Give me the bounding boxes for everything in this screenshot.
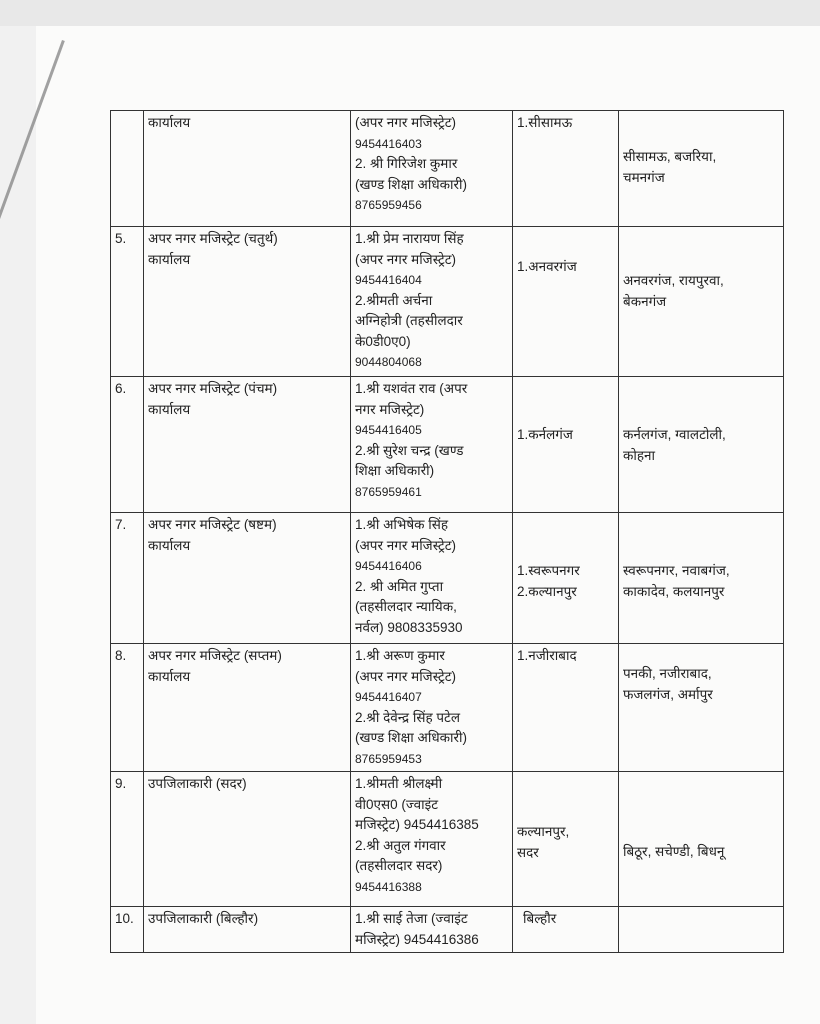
cell-line: अग्निहोत्री (तहसीलदार <box>355 313 463 328</box>
areas-cell <box>619 513 784 644</box>
office-cell <box>144 513 351 644</box>
cell-line: 2. श्री गिरिजेश कुमार <box>355 156 458 171</box>
serial-number-cell <box>111 377 144 513</box>
office-cell <box>144 227 351 377</box>
cell-line: अपर नगर मजिस्ट्रेट (चतुर्थ) <box>148 231 278 246</box>
police-station-cell <box>513 907 619 953</box>
table-row <box>111 644 784 772</box>
table-row <box>111 772 784 907</box>
cell-line: (अपर नगर मजिस्ट्रेट) <box>355 668 457 684</box>
cell-line: बेकनगंज <box>623 293 667 309</box>
cell-line: बिल्हौर <box>523 911 557 926</box>
cell-line: कार्यालय <box>148 668 191 684</box>
cell-line: 1.सीसामऊ <box>517 115 573 130</box>
police-station-cell <box>513 772 619 907</box>
officers-cell <box>351 644 513 772</box>
areas-cell <box>619 377 784 513</box>
cell-line: पनकी, नजीराबाद, <box>623 666 712 681</box>
serial-number-cell <box>111 644 144 772</box>
police-station-cell <box>513 513 619 644</box>
cell-line: कार्यालय <box>148 251 191 267</box>
serial-number: 5. <box>115 231 127 246</box>
office-cell <box>144 772 351 907</box>
cell-line: 2.श्री देवेन्द्र सिंह पटेल <box>355 709 460 725</box>
table-row <box>111 513 784 644</box>
cell-line: 1.स्वरूपनगर <box>517 563 580 578</box>
serial-number: 6. <box>115 381 127 396</box>
cell-line: 2.श्री सुरेश चन्द्र (खण्ड <box>355 442 464 458</box>
top-bar <box>0 0 820 26</box>
serial-number: 7. <box>115 517 127 532</box>
cell-line: 1.श्रीमती श्रीलक्ष्मी <box>355 776 443 791</box>
cell-line: फजलगंज, अर्मापुर <box>623 686 713 702</box>
table-row <box>111 907 784 953</box>
cell-line: सीसामऊ, बजरिया, <box>623 149 717 164</box>
serial-number-cell <box>111 227 144 377</box>
serial-number-cell <box>111 772 144 907</box>
cell-line: 8765959456 <box>355 198 422 212</box>
officers-cell <box>351 513 513 644</box>
cell-line: 2.श्री अतुल गंगवार <box>355 837 446 853</box>
serial-number: 10. <box>115 911 134 926</box>
areas-cell <box>619 227 784 377</box>
cell-line: 2.श्रीमती अर्चना <box>355 292 433 308</box>
cell-line: 2.कल्यानपुर <box>517 583 577 599</box>
cell-line: 9454416403 <box>355 136 422 151</box>
cell-line: 1.श्री प्रेम नारायण सिंह <box>355 231 464 246</box>
serial-number-cell <box>111 907 144 953</box>
officers-table <box>110 110 784 953</box>
table-row <box>111 227 784 377</box>
cell-line: 9454416405 <box>355 423 422 437</box>
cell-line: अपर नगर मजिस्ट्रेट (पंचम) <box>148 381 278 396</box>
officers-cell <box>351 111 513 227</box>
police-station-cell <box>513 111 619 227</box>
cell-line: कार्यालय <box>148 537 191 553</box>
cell-line: (खण्ड शिक्षा अधिकारी) <box>355 730 468 745</box>
areas-cell <box>619 644 784 772</box>
office-cell <box>144 907 351 953</box>
cell-line: (अपर नगर मजिस्ट्रेट) <box>355 537 457 553</box>
cell-line: कार्यालय <box>148 401 191 417</box>
cell-line: (अपर नगर मजिस्ट्रेट) <box>355 251 457 267</box>
cell-line: मजिस्ट्रेट) 9454416386 <box>355 931 479 947</box>
cell-line: 1.श्री अभिषेक सिंह <box>355 517 449 532</box>
cell-line: 9454416388 <box>355 879 422 894</box>
cell-line: (अपर नगर मजिस्ट्रेट) <box>355 115 457 130</box>
table-row <box>111 111 784 227</box>
cell-line: मजिस्ट्रेट) 9454416385 <box>355 817 479 832</box>
cell-line: 1.कर्नलगंज <box>517 427 573 442</box>
cell-line: के0डी0ए0) <box>355 333 411 349</box>
cell-line: कल्यानपुर, <box>517 824 570 839</box>
cell-line: कोहना <box>623 447 656 463</box>
officers-cell <box>351 907 513 953</box>
cell-line: (तहसीलदार न्यायिक, <box>355 599 457 614</box>
table-row <box>111 377 784 513</box>
cell-line: (खण्ड शिक्षा अधिकारी) <box>355 176 468 192</box>
officers-cell <box>351 772 513 907</box>
cell-line: बिठूर, सचेण्डी, बिधनू <box>623 844 725 859</box>
cell-line: उपजिलाकारी (सदर) <box>148 776 247 791</box>
cell-line: 9454416404 <box>355 273 422 287</box>
cell-line: 2. श्री अमित गुप्ता <box>355 578 444 594</box>
cell-line: नर्वल) 9808335930 <box>355 619 463 635</box>
areas-cell <box>619 907 784 953</box>
cell-line: अपर नगर मजिस्ट्रेट (षष्टम) <box>148 517 277 532</box>
table-body <box>111 111 784 953</box>
cell-line: चमनगंज <box>623 169 665 185</box>
cell-line: 9044804068 <box>355 355 422 369</box>
serial-number-cell <box>111 111 144 227</box>
cell-line: नगर मजिस्ट्रेट) <box>355 401 425 417</box>
cell-line: 1.श्री यशवंत राव (अपर <box>355 381 468 396</box>
officers-cell <box>351 377 513 513</box>
serial-number-cell <box>111 513 144 644</box>
cell-line: 1.अनवरगंज <box>517 259 577 274</box>
police-station-cell <box>513 227 619 377</box>
cell-line: सदर <box>517 844 539 860</box>
cell-line: 1.श्री साई तेजा (ज्वाइंट <box>355 911 468 926</box>
police-station-cell <box>513 644 619 772</box>
cell-line: 1.नजीराबाद <box>517 648 577 663</box>
cell-line: स्वरूपनगर, नवाबगंज, <box>623 563 730 578</box>
police-station-cell <box>513 377 619 513</box>
areas-cell <box>619 772 784 907</box>
cell-line: अपर नगर मजिस्ट्रेट (सप्तम) <box>148 648 282 663</box>
office-cell <box>144 377 351 513</box>
serial-number: 9. <box>115 776 127 791</box>
officers-cell <box>351 227 513 377</box>
cell-line: 8765959453 <box>355 751 422 766</box>
cell-line: 8765959461 <box>355 484 422 499</box>
cell-line: 9454416407 <box>355 690 422 704</box>
office-cell <box>144 644 351 772</box>
office-cell <box>144 111 351 227</box>
cell-line: काकादेव, कलयानपुर <box>623 583 725 599</box>
cell-line: 9454416406 <box>355 559 422 573</box>
cell-line: कर्नलगंज, ग्वालटोली, <box>623 427 726 442</box>
cell-line: कार्यालय <box>148 115 191 130</box>
cell-line: (तहसीलदार सदर) <box>355 858 443 873</box>
cell-line: 1.श्री अरूण कुमार <box>355 648 445 663</box>
cell-line: उपजिलाकारी (बिल्हौर) <box>148 911 259 926</box>
cell-line: शिक्षा अधिकारी) <box>355 463 435 478</box>
cell-line: वी0एस0 (ज्वाइंट <box>355 796 439 812</box>
cell-line: अनवरगंज, रायपुरवा, <box>623 273 724 288</box>
areas-cell <box>619 111 784 227</box>
serial-number: 8. <box>115 648 127 663</box>
